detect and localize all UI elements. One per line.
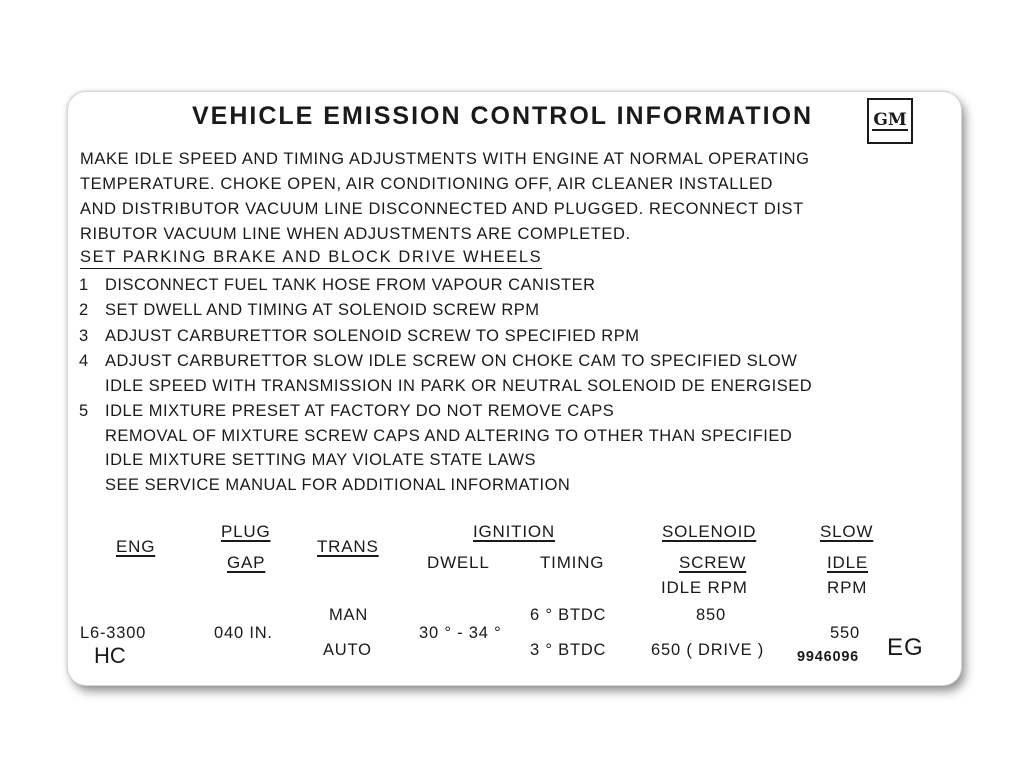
step-3-text: ADJUST CARBURETTOR SOLENOID SCREW TO SPECIFIED RPM <box>105 327 640 345</box>
step-4-text-line-1: ADJUST CARBURETTOR SLOW IDLE SCREW ON CHOKE CAM TO SPECIFIED SLOW <box>105 352 798 370</box>
trans-auto-value: AUTO <box>323 641 372 659</box>
header-eng: ENG <box>116 537 156 556</box>
header-gap: GAP <box>227 553 266 572</box>
step-1-number: 1 <box>79 276 89 294</box>
label-code: EG <box>887 634 924 661</box>
header-plug: PLUG <box>221 522 271 541</box>
step-3-number: 3 <box>79 327 89 345</box>
header-trans: TRANS <box>317 537 379 556</box>
step-5-number: 5 <box>79 402 89 420</box>
header-dwell: DWELL <box>427 553 490 572</box>
header-ignition: IGNITION <box>473 522 555 541</box>
gm-logo-text: GM <box>873 110 907 130</box>
intro-line-2: TEMPERATURE. CHOKE OPEN, AIR CONDITIONING OFF, AIR CLEANER INSTALLED <box>80 175 773 193</box>
parking-brake-heading: SET PARKING BRAKE AND BLOCK DRIVE WHEELS <box>80 248 542 269</box>
label-title: VEHICLE EMISSION CONTROL INFORMATION <box>192 102 814 130</box>
gm-logo <box>867 98 913 144</box>
step-4-number: 4 <box>79 352 89 370</box>
timing-man-value: 6 ° BTDC <box>530 606 607 624</box>
header-idle-rpm: IDLE RPM <box>661 578 748 597</box>
header-rpm: RPM <box>827 578 868 597</box>
step-2-number: 2 <box>79 301 89 319</box>
plug-gap-value: 040 IN. <box>214 624 273 642</box>
intro-line-4: RIBUTOR VACUUM LINE WHEN ADJUSTMENTS ARE COMPLETED. <box>80 225 631 243</box>
header-slow: SLOW <box>820 522 874 541</box>
step-5-text-line-3: IDLE MIXTURE SETTING MAY VIOLATE STATE LAWS <box>105 451 537 469</box>
dwell-value: 30 ° - 34 ° <box>419 624 502 642</box>
solenoid-rpm-man: 850 <box>696 606 726 624</box>
emission-label <box>68 92 961 685</box>
step-4-text-line-2: IDLE SPEED WITH TRANSMISSION IN PARK OR NEUTRAL SOLENOID DE ENERGISED <box>105 377 813 395</box>
step-5-text-line-2: REMOVAL OF MIXTURE SCREW CAPS AND ALTERING TO OTHER THAN SPECIFIED <box>105 427 793 445</box>
header-screw: SCREW <box>679 553 747 572</box>
trans-man-value: MAN <box>329 606 369 624</box>
intro-line-1: MAKE IDLE SPEED AND TIMING ADJUSTMENTS WITH ENGINE AT NORMAL OPERATING <box>80 150 810 168</box>
slow-idle-value: 550 <box>830 624 860 642</box>
header-solenoid: SOLENOID <box>662 522 757 541</box>
timing-auto-value: 3 ° BTDC <box>530 641 607 659</box>
step-2-text: SET DWELL AND TIMING AT SOLENOID SCREW RPM <box>105 301 540 319</box>
header-timing: TIMING <box>540 553 605 572</box>
intro-line-3: AND DISTRIBUTOR VACUUM LINE DISCONNECTED AND PLUGGED. RECONNECT DIST <box>80 200 804 218</box>
engine-value: L6-3300 <box>80 624 147 642</box>
step-5-text-line-1: IDLE MIXTURE PRESET AT FACTORY DO NOT REMOVE CAPS <box>105 402 615 420</box>
engine-code: HC <box>94 643 126 668</box>
part-number: 9946096 <box>797 649 860 665</box>
solenoid-rpm-auto: 650 ( DRIVE ) <box>651 641 765 659</box>
step-5-text-line-4: SEE SERVICE MANUAL FOR ADDITIONAL INFORMATION <box>105 476 571 494</box>
step-1-text: DISCONNECT FUEL TANK HOSE FROM VAPOUR CANISTER <box>105 276 596 294</box>
header-idle: IDLE <box>827 553 868 572</box>
